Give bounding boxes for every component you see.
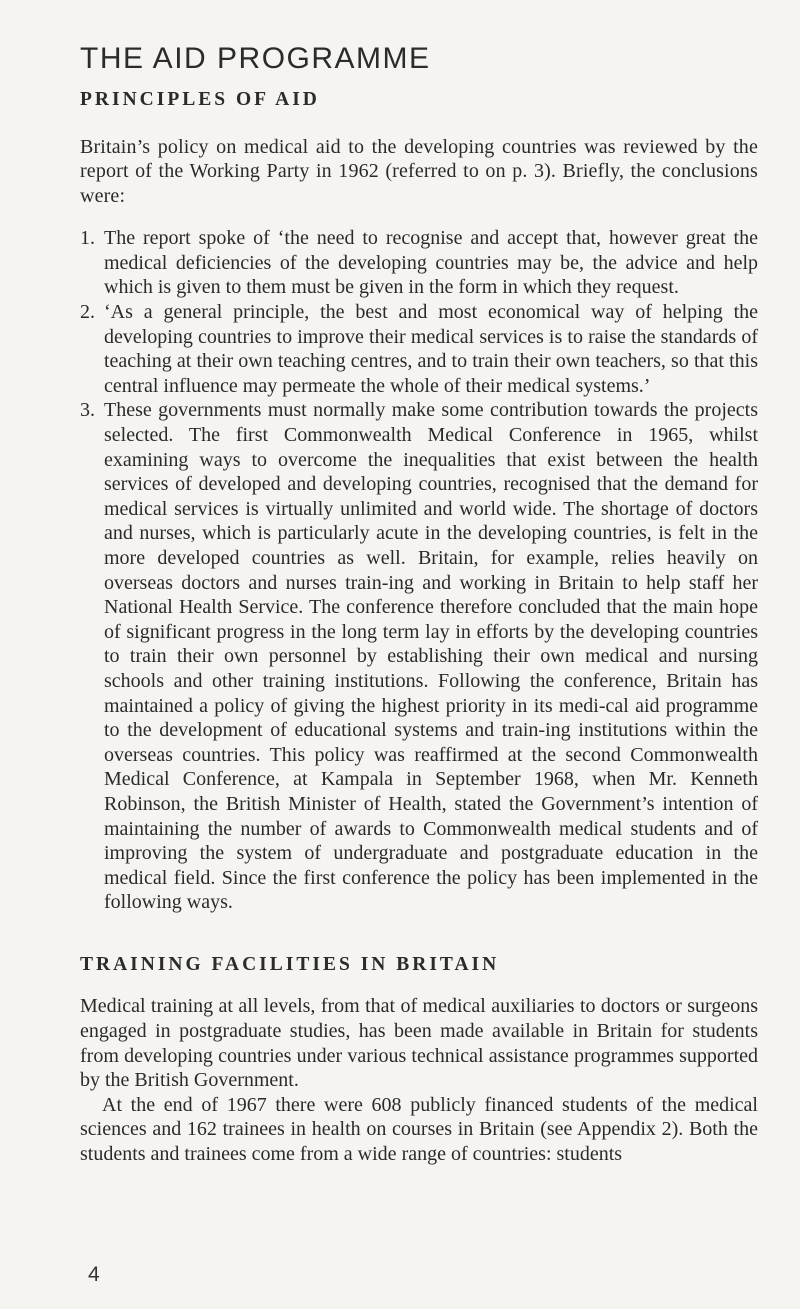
list-item-number: 2. [80, 301, 95, 324]
list-item [80, 300, 758, 398]
page-number: 4 [88, 1263, 100, 1286]
list-item [80, 398, 758, 914]
conclusions-list [80, 226, 758, 915]
list-item-number: 3. [80, 399, 95, 422]
list-item-number: 1. [80, 227, 95, 250]
section-heading-principles: PRINCIPLES OF AID [80, 89, 320, 110]
training-paragraph: Medical training at all levels, from that of medical auxiliaries to doctors or surgeons engaged in postgraduate studies, has been made available in Britain for students from developing countries under various technical assistance programmes supported by the British Government. [80, 995, 758, 1092]
training-paragraph-continued: At the end of 1967 there were 608 publicly financed students of the medical sciences and 162 trainees in health on courses in Britain (see Appendix 2). Both the students and trainees come from a wide range of countries: students [80, 1093, 758, 1165]
list-item-text: These governments must normally make some contribution towards the projects selected. The first Commonwealth Medical Conference in 1965, whilst examining ways to overcome the inequalities that exist between the health services of developed and developing countries, recognised that the demand for medical services is virtually unlimited and world wide. The shortage of doctors and nurses, which is particularly acute in the developing countries, is felt in the more developed countries as well. Britain, for example, relies heavily on overseas doctors and nurses train-ing and working in Britain to help staff her National Health Service. The conference therefore concluded that the main hope of significant progress in the long term lay in efforts by the developing countries to train their own personnel by establishing their own medical and nursing schools and other training institutions. Following the conference, Britain has maintained a policy of giving the highest priority in its medi-cal aid programme to the development of educational systems and train-ing institutions within the overseas countries. This policy was reaffirmed at the second Commonwealth Medical Conference, at Kampala in September 1968, when Mr. Kenneth Robinson, the British Minister of Health, stated the Government’s intention of maintaining the number of awards to Commonwealth medical students and of improving the system of undergraduate and postgraduate education in the medical field. Since the first conference the policy has been implemented in the following ways. [104, 399, 758, 914]
intro-paragraph: Britain’s policy on medical aid to the developing countries was reviewed by the report of the Working Party in 1962 (referred to on p. 3). Briefly, the conclusions were: [80, 135, 758, 207]
list-item-text: ‘As a general principle, the best and most economical way of helping the developing countries to improve their medical services is to raise the standards of teaching at their own teaching centres, and to train their own teachers, so that this central influence may permeate the whole of their medical systems.’ [104, 301, 758, 397]
section-heading-training: TRAINING FACILITIES IN BRITAIN [80, 953, 500, 975]
list-item [80, 226, 758, 300]
list-item-text: The report spoke of ‘the need to recognise and accept that, however great the medical deficiencies of the developing countries may be, the advice and help which is given to them must be given in the form in which they request. [104, 227, 758, 299]
page-title: THE AID PROGRAMME [80, 42, 431, 75]
